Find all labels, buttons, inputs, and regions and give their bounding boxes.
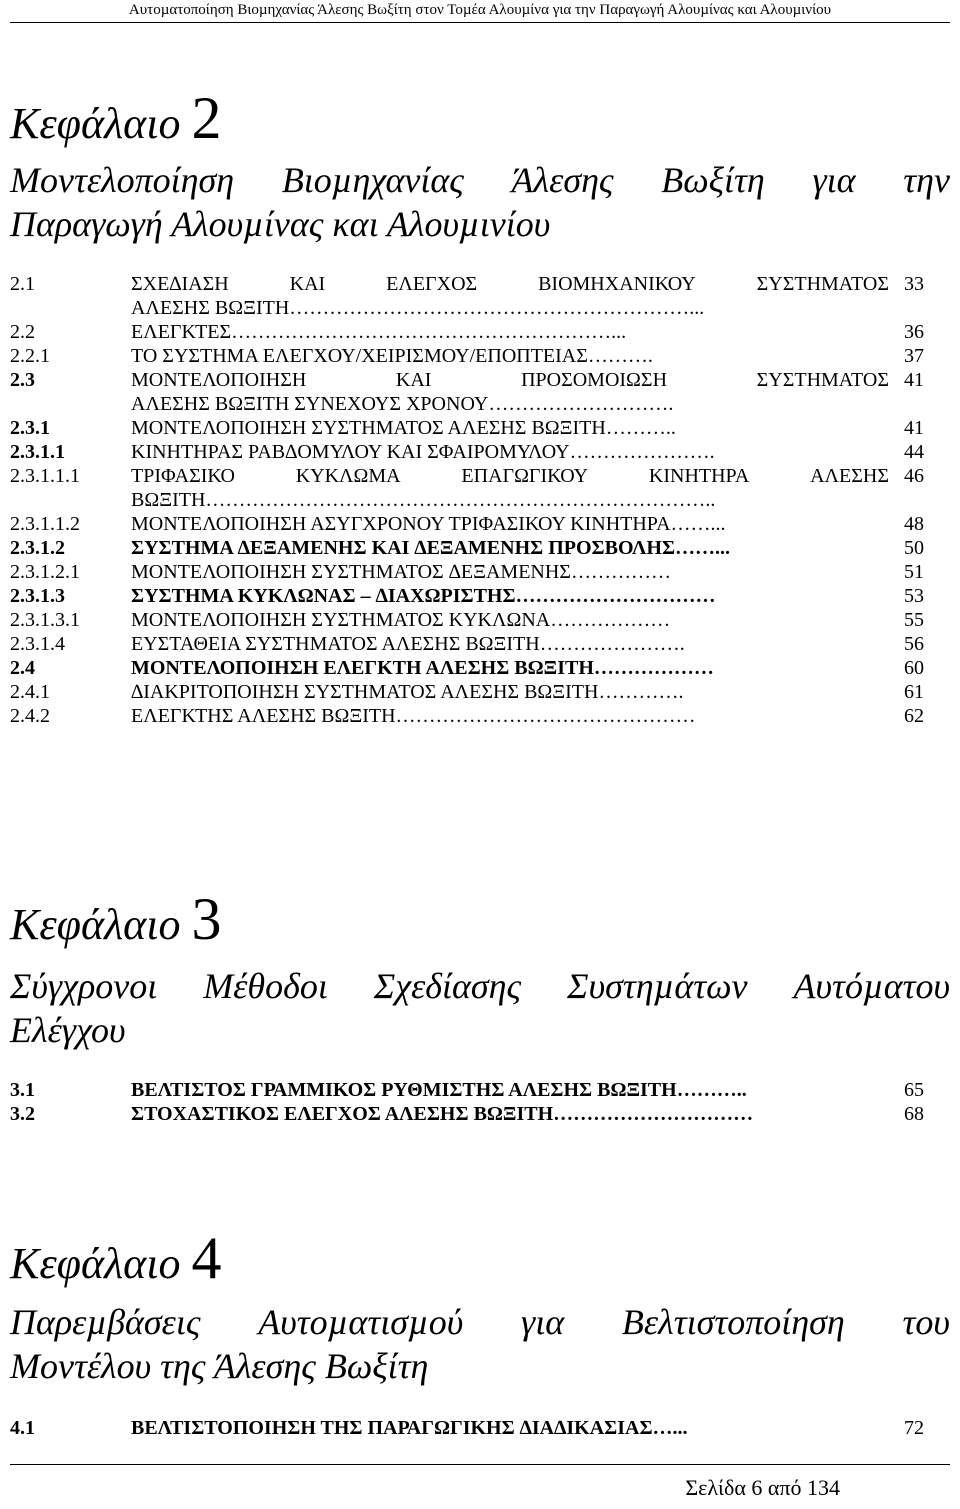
toc-entry[interactable]: 2.1 ΣΧΕ∆ΙΑΣΗ ΚΑΙ ΕΛΕΓΧΟΣ ΒΙΟΜΗΧΑΝΙΚΟΥ ΣΥΣΤΗΜΑΤΟΣ ΑΛΕΣΗΣ ΒΩΞΙΤΗ……………………………………………………... 33 [10,273,924,319]
chapter-label: Κεφάλαιο 4 [10,1225,222,1291]
chapter-3-heading [10,886,950,952]
toc-entry[interactable]: 2.3.1 ΜΟΝΤΕΛΟΠΟΙΗΣΗ ΣΥΣΤΗΜΑΤΟΣ ΑΛΕΣΗΣ ΒΩΞΙΤΗ……….. 41 [10,417,924,439]
chapter-number: 4 [191,1225,222,1291]
chapter-3-title: Σύγχρονοι Μέθοδοι Σχεδίασης Συστηµάτων Αυτόµατου Ελέγχου [10,966,950,1050]
toc-entry[interactable]: 2.3 ΜΟΝΤΕΛΟΠΟΙΗΣΗ ΚΑΙ ΠΡΟΣΟΜΟΙΩΣΗ ΣΥΣΤΗΜΑΤΟΣ ΑΛΕΣΗΣ ΒΩΞΙΤΗ ΣΥΝΕΧΟΥΣ ΧΡΟΝΟΥ………………………. 41 [10,369,924,415]
chapter-number: 2 [191,85,222,151]
chapter-number: 3 [191,886,222,952]
toc-chapter-4 [10,1416,930,1440]
toc-entry[interactable]: 2.2 ΕΛΕΓΚΤΕΣ…………………………………………………... 36 [10,321,924,343]
toc-entry[interactable]: 2.2.1 ΤΟ ΣΥΣΤΗΜΑ ΕΛΕΓΧΟΥ/ΧΕΙΡΙΣΜΟΥ/ΕΠΟΠΤΕΙΑΣ………. 37 [10,345,924,367]
toc-entry[interactable]: 2.3.1.1.1 ΤΡΙΦΑΣΙΚΟ ΚΥΚΛΩΜΑ ΕΠΑΓΩΓΙΚΟΥ ΚΙΝΗΤΗΡΑ ΑΛΕΣΗΣ ΒΩΞΙΤΗ………………………………………………………………….. 46 [10,465,924,511]
toc-entry[interactable]: 2.3.1.3 ΣΥΣΤΗΜΑ ΚΥΚΛΩΝΑΣ – ∆ΙΑΧΩΡΙΣΤΗΣ………………………… 53 [10,585,924,607]
page-number: Σελίδα 6 από 134 [685,1475,840,1500]
toc-entry[interactable]: 2.4.2 ΕΛΕΓΚΤΗΣ ΑΛΕΣΗΣ ΒΩΞΙΤΗ……………………………………… 62 [10,705,924,727]
running-header: Αυτοµατοποίηση Βιοµηχανίας Άλεσης Βωξίτη στον Τοµέα Αλουµίνα για την Παραγωγή Αλουµίνας και Αλουµινίου [128,2,832,18]
toc-chapter-2 [10,272,930,728]
header-rule [10,22,950,23]
toc-entry[interactable]: 2.4 ΜΟΝΤΕΛΟΠΟΙΗΣΗ ΕΛΕΓΚΤΗ ΑΛΕΣΗΣ ΒΩΞΙΤΗ……………… 60 [10,657,924,679]
toc-entry[interactable]: 2.3.1.2.1 ΜΟΝΤΕΛΟΠΟΙΗΣΗ ΣΥΣΤΗΜΑΤΟΣ ∆ΕΞΑΜΕΝΗΣ…………… 51 [10,561,924,583]
footer-rule [10,1464,950,1465]
chapter-2-title: Μοντελοποίηση Βιοµηχανίας Άλεσης Βωξίτη για την Παραγωγή Αλουµίνας και Αλουµινίου [10,160,950,244]
toc-entry[interactable]: 2.4.1 ∆ΙΑΚΡΙΤΟΠΟΙΗΣΗ ΣΥΣΤΗΜΑΤΟΣ ΑΛΕΣΗΣ ΒΩΞΙΤΗ…………. 61 [10,681,924,703]
toc-entry[interactable]: 2.3.1.1.2 ΜΟΝΤΕΛΟΠΟΙΗΣΗ ΑΣΥΓΧΡΟΝΟΥ ΤΡΙΦΑΣΙΚΟΥ ΚΙΝΗΤΗΡΑ……... 48 [10,513,924,535]
toc-entry[interactable]: 3.2 ΣΤΟΧΑΣΤΙΚΟΣ ΕΛΕΓΧΟΣ ΑΛΕΣΗΣ ΒΩΞΙΤΗ………………………… 68 [10,1103,924,1125]
toc-entry[interactable]: 2.3.1.4 ΕΥΣΤΑΘΕΙΑ ΣΥΣΤΗΜΑΤΟΣ ΑΛΕΣΗΣ ΒΩΞΙΤΗ…………………. 56 [10,633,924,655]
toc-entry[interactable]: 2.3.1.1 ΚΙΝΗΤΗΡΑΣ ΡΑΒ∆ΟΜΥΛΟΥ ΚΑΙ ΣΦΑΙΡΟΜΥΛΟΥ…………………. 44 [10,441,924,463]
chapter-4-heading [10,1225,950,1291]
chapter-4-title: Παρεµβάσεις Αυτοµατισµού για Βελτιστοποίηση του Μοντέλου της Άλεσης Βωξίτη [10,1302,950,1386]
toc-entry[interactable]: 3.1 ΒΕΛΤΙΣΤΟΣ ΓΡΑΜΜΙΚΟΣ ΡΥΘΜΙΣΤΗΣ ΑΛΕΣΗΣ ΒΩΞΙΤΗ……….. 65 [10,1079,924,1101]
chapter-2-heading [10,85,950,151]
toc-entry[interactable]: 2.3.1.2 ΣΥΣΤΗΜΑ ∆ΕΞΑΜΕΝΗΣ ΚΑΙ ∆ΕΞΑΜΕΝΗΣ ΠΡΟΣΒΟΛΗΣ……... 50 [10,537,924,559]
toc-entry[interactable]: 2.3.1.3.1 ΜΟΝΤΕΛΟΠΟΙΗΣΗ ΣΥΣΤΗΜΑΤΟΣ ΚΥΚΛΩΝΑ……………… 55 [10,609,924,631]
chapter-label: Κεφάλαιο 2 [10,85,222,151]
toc-chapter-3 [10,1078,930,1126]
chapter-label: Κεφάλαιο 3 [10,886,222,952]
toc-entry[interactable]: 4.1 ΒΕΛΤΙΣΤΟΠΟΙΗΣΗ ΤΗΣ ΠΑΡΑΓΩΓΙΚΗΣ ∆ΙΑ∆ΙΚΑΣΙΑΣ…... 72 [10,1417,924,1439]
